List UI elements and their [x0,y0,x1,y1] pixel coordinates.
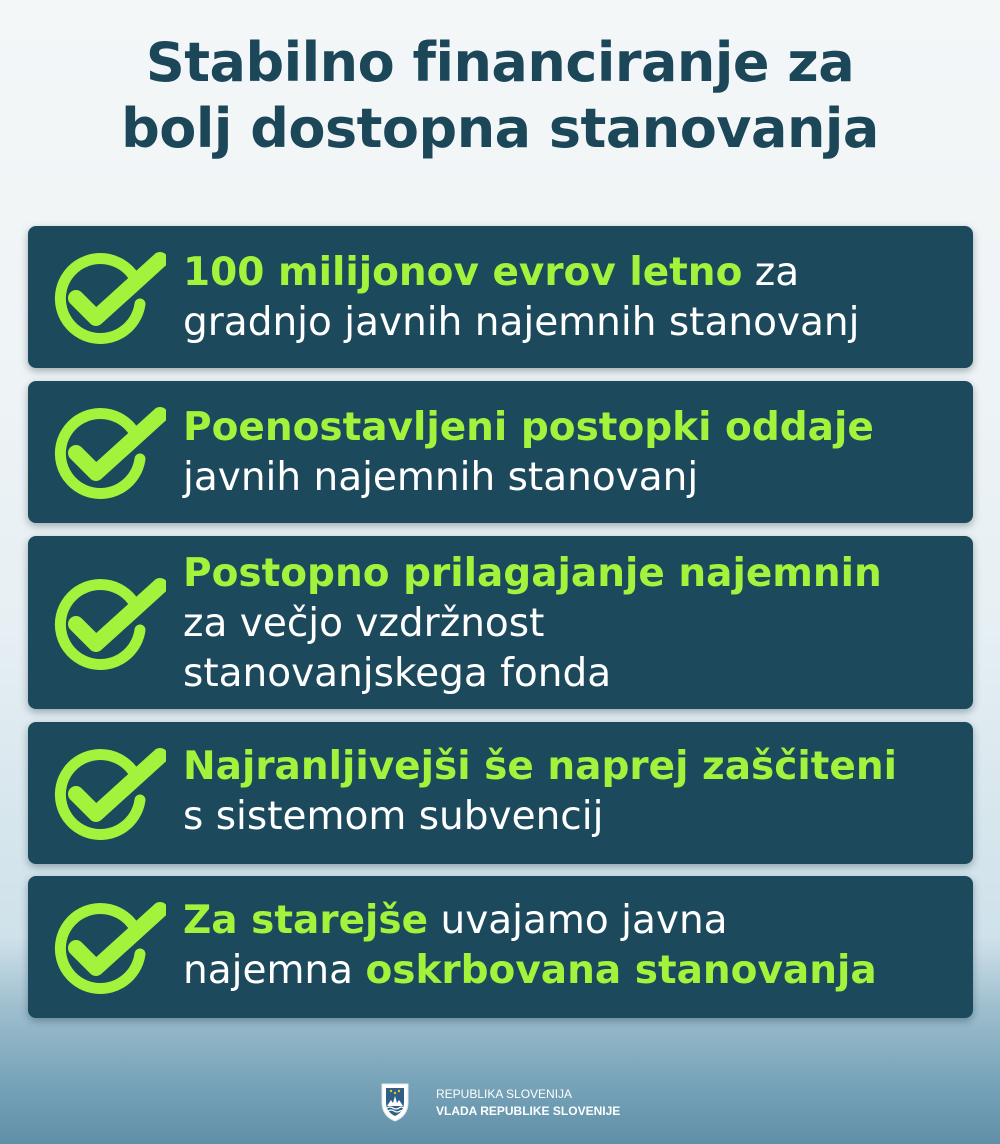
footer-line-1: REPUBLIKA SLOVENIJA [436,1087,573,1101]
benefit-highlight: Za starejše [183,898,429,943]
benefit-card-3 [28,536,973,709]
check-circle-icon [36,246,166,346]
benefit-text-4 [183,742,953,842]
footer-line-2: VLADA REPUBLIKE SLOVENIJE [436,1104,621,1118]
benefit-text-1 [183,248,953,348]
title-line-2: bolj dostopna stanovanja [121,97,879,160]
benefit-card-1 [28,226,973,368]
benefit-line: stanovanjskega fonda [183,651,612,696]
slovenia-coat-of-arms-icon [378,1082,412,1122]
benefit-plain: za [742,250,800,295]
benefit-text-2 [183,403,953,503]
benefit-text-5 [183,896,953,996]
benefit-card-5 [28,876,973,1018]
footer-text [436,1086,620,1120]
benefit-highlight: oskrbovana stanovanja [365,948,877,993]
check-circle-icon [36,572,166,672]
benefit-text-3 [183,549,953,699]
benefit-line: gradnjo javnih najemnih stanovanj [183,300,860,345]
check-circle-icon [36,896,166,996]
benefit-card-2 [28,381,973,523]
benefit-line: javnih najemnih stanovanj [183,455,699,500]
benefit-highlight: Najranljivejši še naprej zaščiteni [183,744,897,789]
page-title [0,30,1000,162]
benefit-card-4 [28,722,973,864]
benefit-highlight: 100 milijonov evrov letno [183,250,743,295]
check-circle-icon [36,742,166,842]
title-line-1: Stabilno financiranje za [145,31,855,94]
check-circle-icon [36,401,166,501]
benefit-highlight: Postopno prilagajanje najemnin [183,551,882,596]
benefit-plain: uvajamo javna [428,898,728,943]
benefit-line: za večjo vzdržnost [183,601,545,646]
benefit-line: s sistemom subvencij [183,794,604,839]
benefit-highlight: Poenostavljeni postopki oddaje [183,405,874,450]
benefit-plain: najemna [183,948,366,993]
